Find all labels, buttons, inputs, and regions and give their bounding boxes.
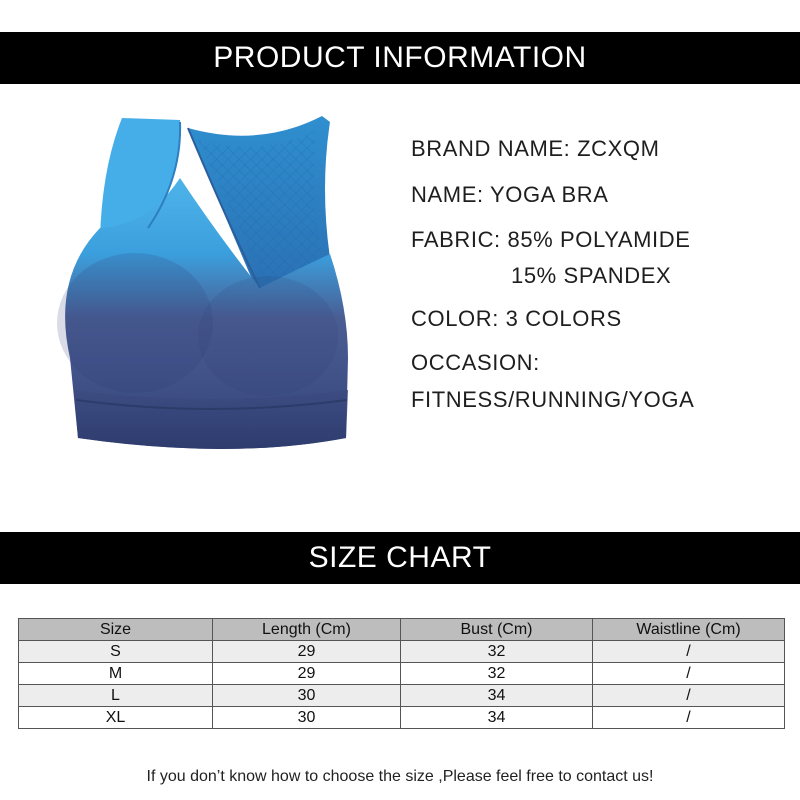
cell-length: 30 (213, 685, 401, 707)
table-row (19, 685, 785, 707)
cell-bust: 32 (401, 641, 593, 663)
product-name: NAME: YOGA BRA (411, 182, 609, 207)
header-waistline: Waistline (Cm) (593, 619, 785, 641)
cell-waistline: / (593, 663, 785, 685)
cell-size: XL (19, 707, 213, 729)
cell-length: 29 (213, 641, 401, 663)
cell-bust: 34 (401, 685, 593, 707)
color-info: COLOR: 3 COLORS (411, 306, 622, 331)
table-row (19, 641, 785, 663)
brand-name: BRAND NAME: ZCXQM (411, 136, 660, 161)
occasion-label: OCCASION: (411, 350, 540, 375)
cell-size: L (19, 685, 213, 707)
table-header-row (19, 619, 785, 641)
cell-length: 29 (213, 663, 401, 685)
occasion-value: FITNESS/RUNNING/YOGA (411, 387, 695, 412)
header-length: Length (Cm) (213, 619, 401, 641)
table-row (19, 663, 785, 685)
fabric-line-1: FABRIC: 85% POLYAMIDE (411, 227, 691, 252)
cell-waistline: / (593, 641, 785, 663)
fabric-line-2: 15% SPANDEX (511, 263, 672, 288)
size-chart-title: SIZE CHART (308, 541, 492, 574)
cell-size: M (19, 663, 213, 685)
product-image (30, 108, 370, 468)
header-size: Size (19, 619, 213, 641)
cell-length: 30 (213, 707, 401, 729)
product-information-banner (0, 32, 800, 84)
cell-bust: 32 (401, 663, 593, 685)
product-information-title: PRODUCT INFORMATION (213, 41, 587, 74)
cell-size: S (19, 641, 213, 663)
cell-bust: 34 (401, 707, 593, 729)
table-row (19, 707, 785, 729)
header-bust: Bust (Cm) (401, 619, 593, 641)
size-chart-table (18, 618, 785, 729)
cell-waistline: / (593, 707, 785, 729)
yoga-bra-illustration (30, 108, 370, 468)
contact-note: If you don’t know how to choose the size ,Please feel free to contact us! (146, 768, 654, 785)
cell-waistline: / (593, 685, 785, 707)
size-chart-banner (0, 532, 800, 584)
